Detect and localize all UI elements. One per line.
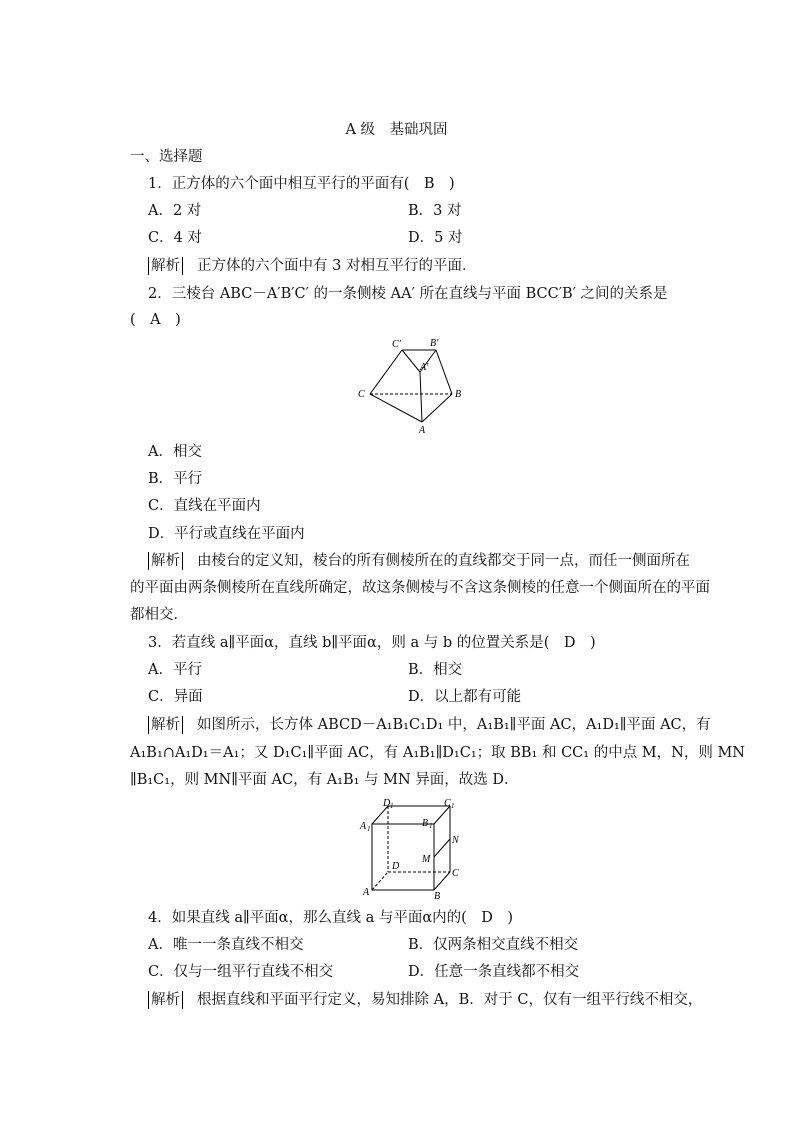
q2-stem-line2: ( A ) bbox=[130, 312, 181, 328]
q1-analysis bbox=[148, 256, 476, 276]
q1-option-d: D．5 对 bbox=[408, 230, 463, 246]
label-b1-sub: 1 bbox=[429, 822, 433, 830]
label-c-bottom: C bbox=[452, 868, 459, 879]
analysis-tag: 解析 bbox=[148, 991, 183, 1009]
q2-stem-line1: 2．三棱台 ABC－A′B′C′ 的一条侧棱 AA′ 所在直线与平面 BCC′B′ 之间的关系是 bbox=[148, 286, 668, 302]
q4-analysis-text: 根据直线和平面平行定义，易知排除 A，B．对于 C，仅有一组平行线不相交， bbox=[197, 992, 703, 1008]
q2-option-d: D．平行或直线在平面内 bbox=[148, 526, 305, 542]
q1-option-c: C．4 对 bbox=[148, 230, 202, 246]
label-c: C bbox=[358, 389, 365, 400]
q1-option-a: A．2 对 bbox=[148, 203, 202, 219]
q3-option-a: A．平行 bbox=[148, 662, 202, 678]
label-c-prime: C′ bbox=[392, 339, 401, 350]
q2-option-c: C．直线在平面内 bbox=[148, 498, 261, 514]
q4-analysis-line1 bbox=[148, 990, 702, 1010]
q4-option-b: B．仅两条相交直线不相交 bbox=[408, 937, 579, 953]
q3-option-c: C．异面 bbox=[148, 689, 203, 705]
q3-stem: 3．若直线 a∥平面α，直线 b∥平面α，则 a 与 b 的位置关系是( D ) bbox=[148, 635, 596, 651]
frustum-figure bbox=[350, 336, 470, 436]
label-b-prime: B′ bbox=[430, 338, 439, 349]
q2-analysis-text: 由棱台的定义知，棱台的所有侧棱所在的直线都交于同一点，而任一侧面所在 bbox=[197, 553, 690, 569]
label-b-bottom: B bbox=[434, 891, 441, 902]
level-title: A 级 基础巩固 bbox=[345, 122, 448, 138]
label-a: A bbox=[419, 425, 426, 436]
q2-option-b: B．平行 bbox=[148, 471, 203, 487]
label-d1: D bbox=[383, 798, 391, 809]
label-m: M bbox=[422, 854, 431, 865]
label-c1-sub: 1 bbox=[451, 802, 455, 810]
label-c1: C bbox=[444, 798, 451, 809]
label-a1-sub: 1 bbox=[367, 825, 371, 833]
q3-analysis-line3: ∥B₁C₁，则 MN∥平面 AC，有 A₁B₁ 与 MN 异面，故选 D． bbox=[130, 772, 519, 788]
label-a1: A bbox=[360, 821, 367, 832]
q1-analysis-text: 正方体的六个面中有 3 对相互平行的平面． bbox=[197, 258, 477, 274]
cuboid-figure bbox=[358, 798, 468, 902]
q4-option-d: D．任意一条直线都不相交 bbox=[408, 964, 580, 980]
q2-option-a: A．相交 bbox=[148, 444, 202, 460]
q2-analysis-line2: 的平面由两条侧棱所在直线所确定，故这条侧棱与不含这条侧棱的任意一个侧面所在的平面 bbox=[130, 580, 710, 596]
label-d: D bbox=[392, 861, 400, 872]
q1-stem: 1．正方体的六个面中相互平行的平面有( B ) bbox=[148, 176, 455, 192]
q1-option-b: B．3 对 bbox=[408, 203, 462, 219]
q4-option-c: C．仅与一组平行直线不相交 bbox=[148, 964, 334, 980]
analysis-tag: 解析 bbox=[148, 552, 183, 570]
q4-stem: 4．如果直线 a∥平面α，那么直线 a 与平面α内的( D ) bbox=[148, 910, 514, 926]
q3-analysis-line1 bbox=[148, 715, 711, 735]
analysis-tag: 解析 bbox=[148, 716, 183, 734]
label-d1-sub: 1 bbox=[390, 802, 394, 810]
label-b: B bbox=[455, 389, 462, 400]
label-a-bottom: A bbox=[363, 887, 370, 898]
q3-analysis-line2: A₁B₁∩A₁D₁＝A₁；又 D₁C₁∥平面 AC，有 A₁B₁∥D₁C₁；取 BB₁ 和 CC₁ 的中点 M，N，则 MN bbox=[130, 745, 745, 761]
section-heading: 一、选择题 bbox=[130, 149, 203, 165]
q2-analysis-line3: 都相交． bbox=[130, 607, 188, 623]
q4-option-a: A．唯一一条直线不相交 bbox=[148, 937, 304, 953]
q3-option-d: D．以上都有可能 bbox=[408, 689, 522, 705]
label-a-prime: A′ bbox=[420, 362, 429, 373]
analysis-tag: 解析 bbox=[148, 257, 183, 275]
label-n: N bbox=[452, 835, 459, 846]
label-b1: B bbox=[422, 818, 429, 829]
q2-analysis-line1 bbox=[148, 551, 690, 571]
q3-option-b: B．相交 bbox=[408, 662, 463, 678]
q3-analysis-text: 如图所示，长方体 ABCD－A₁B₁C₁D₁ 中，A₁B₁∥平面 AC，A₁D₁∥平面 AC，有 bbox=[197, 717, 711, 733]
